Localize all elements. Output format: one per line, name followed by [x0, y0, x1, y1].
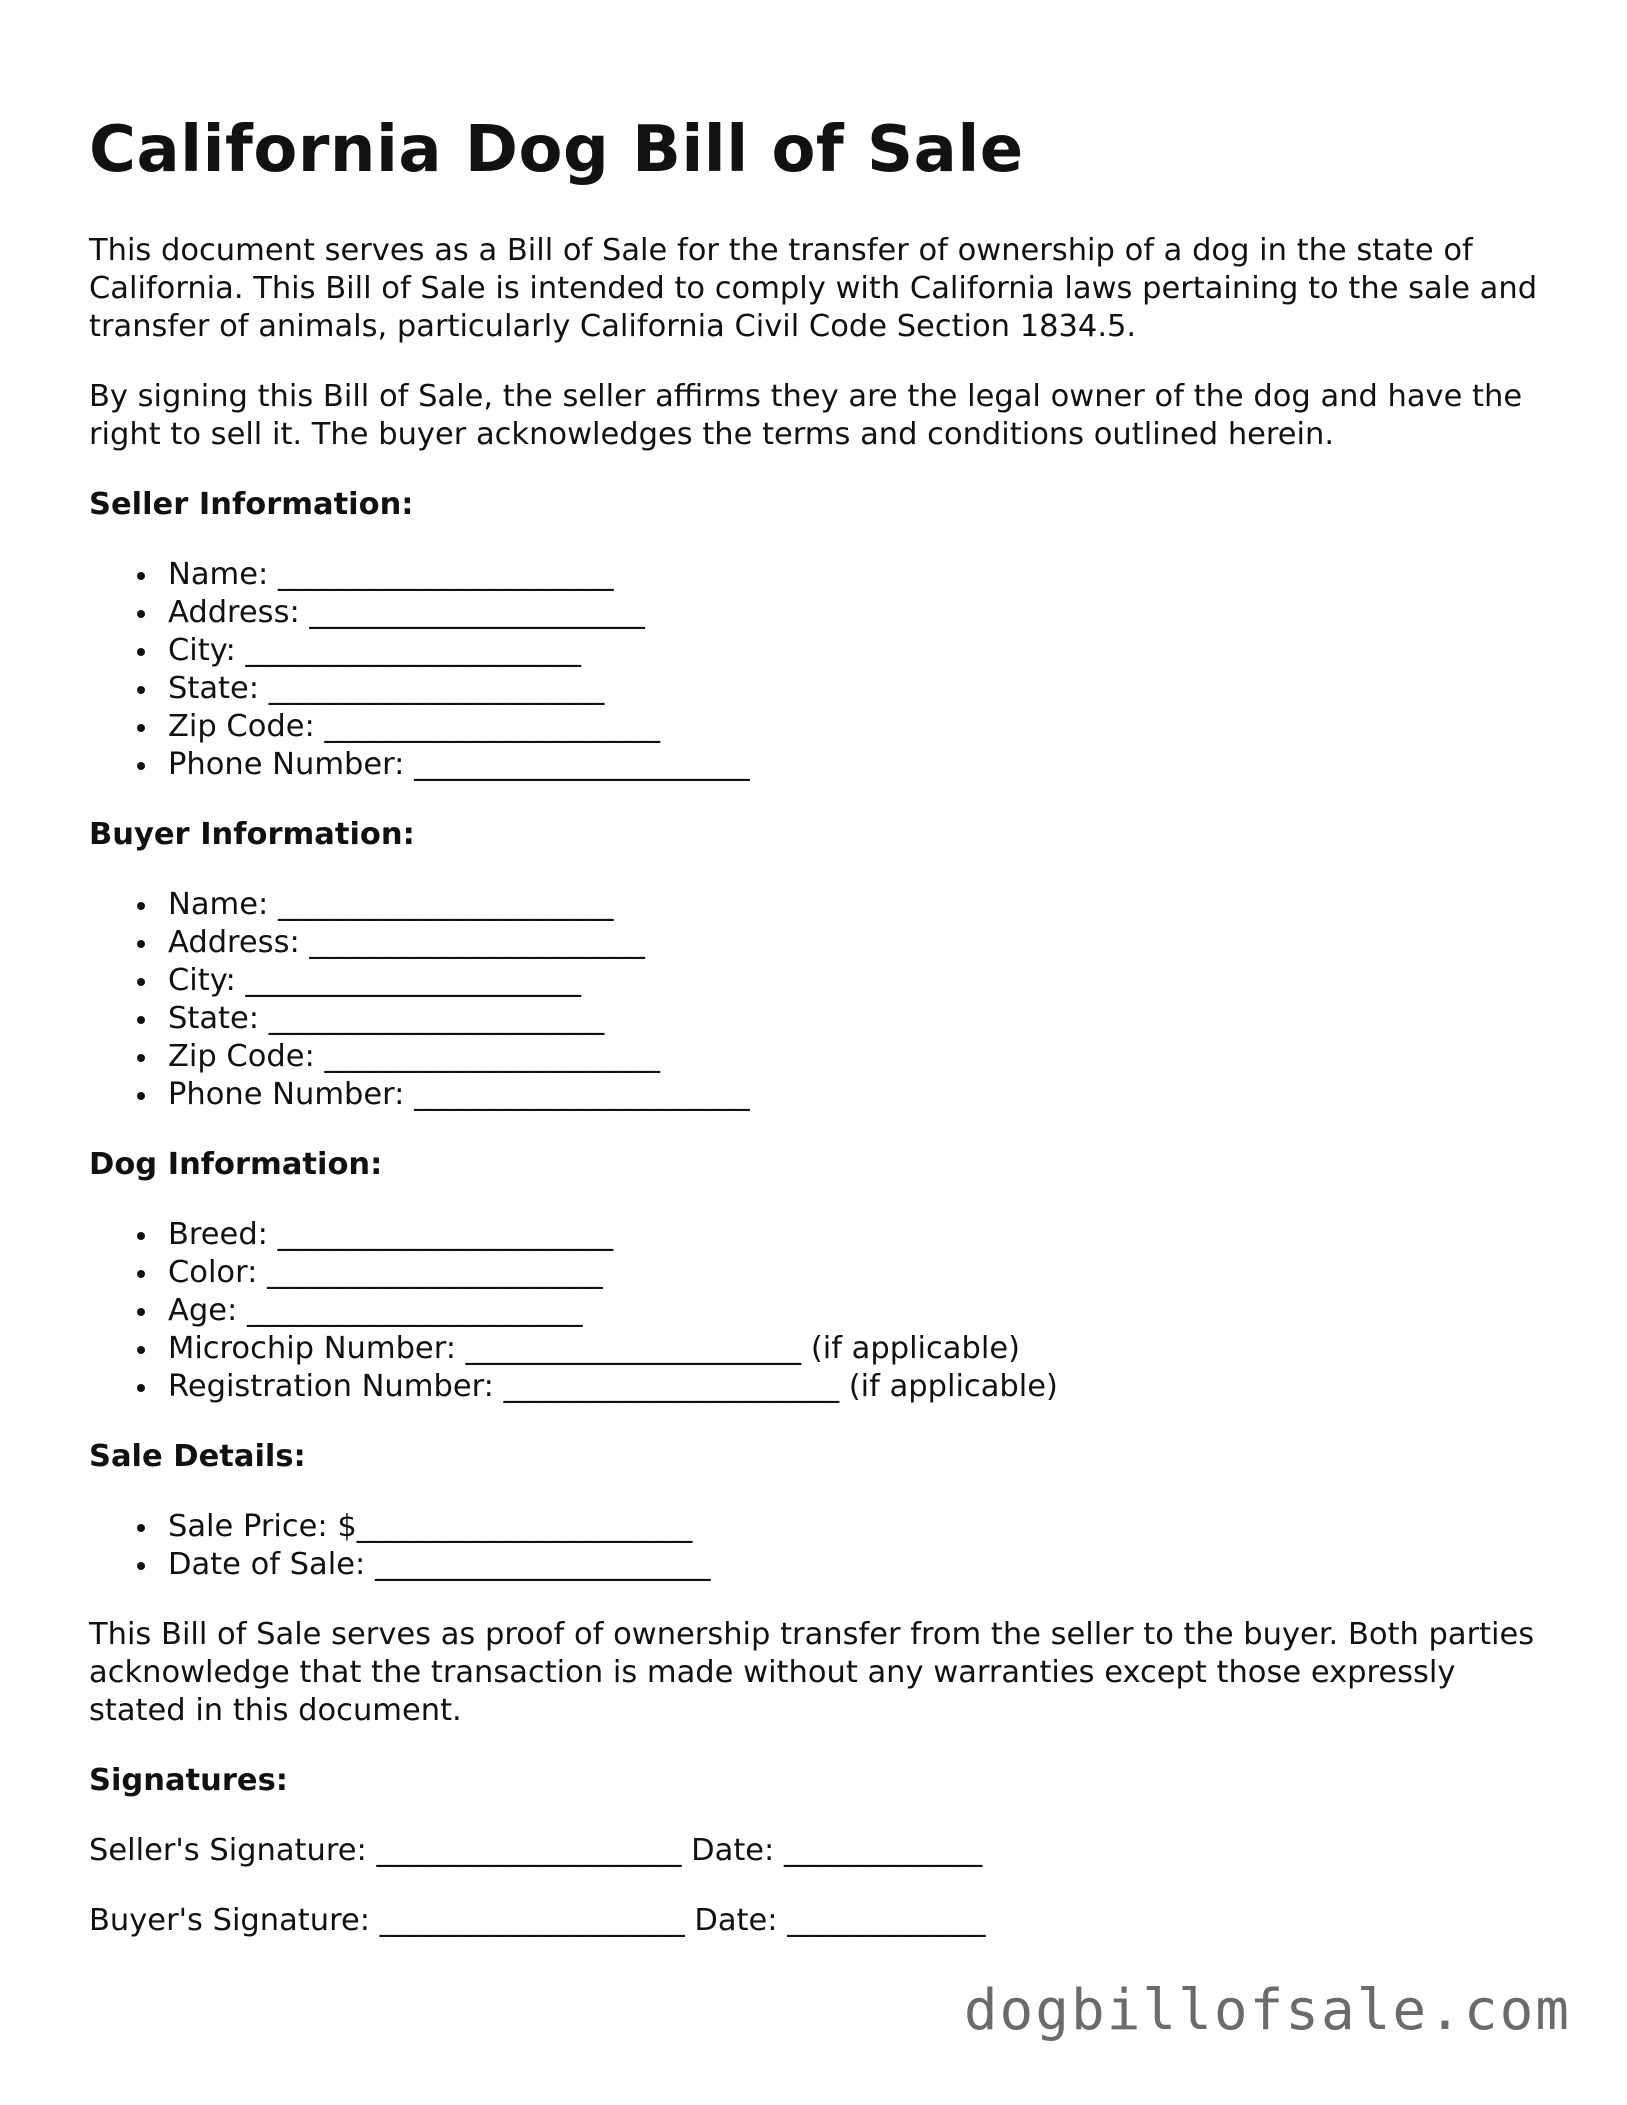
sale-heading: Sale Details:: [89, 1439, 306, 1474]
buyer-signature-line: Buyer's Signature: ____________________ Date: _____________: [89, 1903, 986, 1938]
seller-list: [89, 556, 1549, 784]
seller-name-field: Name: ______________________: [168, 556, 1549, 594]
buyer-address-field: Address: ______________________: [168, 924, 1549, 962]
sale-list: [89, 1508, 1549, 1584]
buyer-heading: Buyer Information:: [89, 817, 415, 852]
seller-city-field: City: ______________________: [168, 632, 1549, 670]
dog-microchip-field: Microchip Number: ______________________ (if applicable): [168, 1330, 1549, 1368]
intro-paragraph-1: This document serves as a Bill of Sale for the transfer of ownership of a dog in the state of California. This Bill of Sale is intended to comply with California laws pertaining to the sale and transfer of animals, particularly California Civil Code Section 1834.5.: [89, 233, 1538, 344]
signatures-heading: Signatures:: [89, 1763, 288, 1798]
dog-registration-field: Registration Number: ______________________ (if applicable): [168, 1368, 1549, 1406]
seller-heading: Seller Information:: [89, 487, 414, 522]
buyer-city-field: City: ______________________: [168, 962, 1549, 1000]
closing-paragraph: This Bill of Sale serves as proof of ownership transfer from the seller to the buyer. Both parties acknowledge that the transaction is made without any warranties except those expressly stated in this document.: [89, 1617, 1535, 1728]
dog-heading: Dog Information:: [89, 1147, 383, 1182]
buyer-list: [89, 886, 1549, 1114]
intro-paragraph-2: By signing this Bill of Sale, the seller affirms they are the legal owner of the dog and have the right to sell it. The buyer acknowledges the terms and conditions outlined herein.: [89, 379, 1523, 452]
buyer-phone-field: Phone Number: ______________________: [168, 1076, 1549, 1114]
dog-breed-field: Breed: ______________________: [168, 1216, 1549, 1254]
dog-age-field: Age: ______________________: [168, 1292, 1549, 1330]
dog-list: [89, 1216, 1549, 1406]
site-watermark: dogbillofsale.com: [963, 1978, 1571, 2043]
document-title: California Dog Bill of Sale: [89, 113, 1024, 187]
dog-color-field: Color: ______________________: [168, 1254, 1549, 1292]
seller-zip-field: Zip Code: ______________________: [168, 708, 1549, 746]
seller-signature-line: Seller's Signature: ____________________ Date: _____________: [89, 1833, 983, 1868]
document-page: [89, 110, 1549, 1972]
buyer-name-field: Name: ______________________: [168, 886, 1549, 924]
seller-address-field: Address: ______________________: [168, 594, 1549, 632]
sale-price-field: Sale Price: $______________________: [168, 1508, 1549, 1546]
seller-phone-field: Phone Number: ______________________: [168, 746, 1549, 784]
seller-state-field: State: ______________________: [168, 670, 1549, 708]
buyer-state-field: State: ______________________: [168, 1000, 1549, 1038]
sale-date-field: Date of Sale: ______________________: [168, 1546, 1549, 1584]
buyer-zip-field: Zip Code: ______________________: [168, 1038, 1549, 1076]
